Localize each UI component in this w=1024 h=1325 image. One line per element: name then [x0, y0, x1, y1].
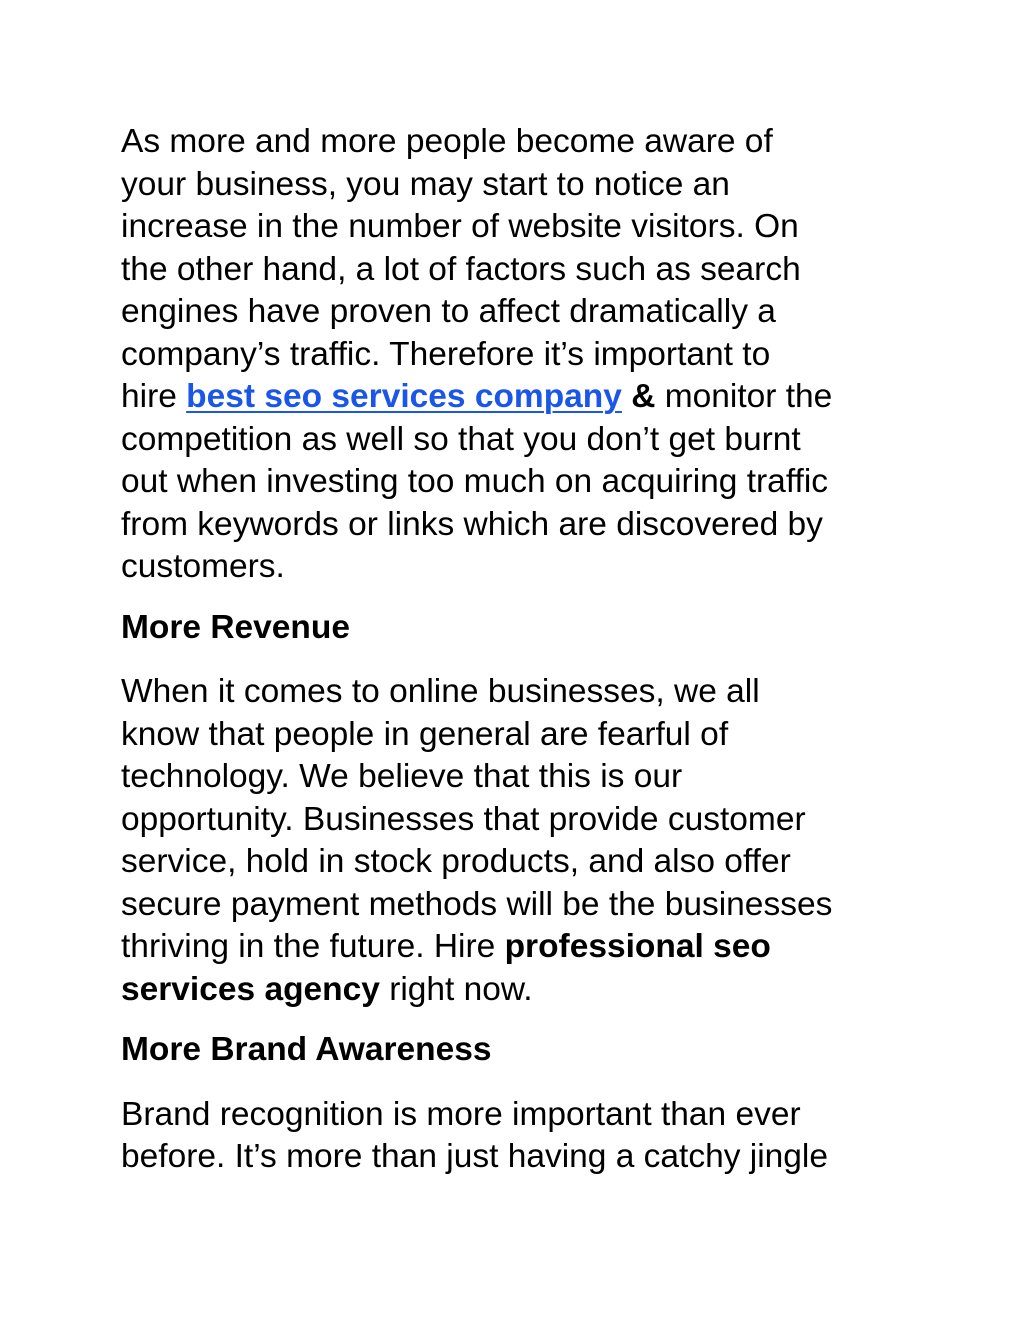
bold-phrase: services agency: [121, 970, 380, 1008]
text-line-with-bold: [121, 969, 921, 1012]
text-line: technology. We believe that this is our: [121, 758, 683, 795]
text-line: know that people in general are fearful of: [121, 715, 729, 753]
section-heading-brand-awareness: More Brand Awareness: [121, 1031, 492, 1068]
seo-services-link[interactable]: best seo services company: [186, 378, 622, 415]
text-fragment: hire: [121, 378, 187, 415]
text-fragment: thriving in the future. Hire: [121, 928, 505, 965]
intro-paragraph: [121, 121, 921, 589]
text-line: engines have proven to affect dramatically a: [121, 293, 776, 330]
ampersand: &: [631, 378, 656, 415]
text-line: Brand recognition is more important than ever: [121, 1095, 801, 1133]
section-heading-more-revenue: More Revenue: [121, 608, 350, 646]
text-line: competition as well so that you don’t get burnt: [121, 420, 801, 458]
text-line: When it comes to online businesses, we all: [121, 673, 760, 710]
text-line: your business, you may start to notice an: [121, 165, 730, 203]
text-line: customers.: [121, 548, 285, 585]
document-page: [121, 121, 921, 1197]
text-line-with-link: [121, 376, 921, 419]
text-line: service, hold in stock products, and also offer: [121, 843, 791, 880]
text-fragment: monitor the: [655, 378, 833, 415]
text-line: from keywords or links which are discovered by: [121, 505, 823, 543]
revenue-paragraph: [121, 671, 921, 1011]
bold-phrase: professional seo: [504, 928, 771, 965]
text-line: the other hand, a lot of factors such as search: [121, 250, 801, 288]
text-line: before. It’s more than just having a catchy jingle: [121, 1138, 829, 1175]
text-line: out when investing too much on acquiring traffic: [121, 463, 829, 500]
text-line: company’s traffic. Therefore it’s important to: [121, 335, 771, 373]
text-line: opportunity. Businesses that provide customer: [121, 800, 806, 838]
text-line: As more and more people become aware of: [121, 123, 773, 160]
text-line: secure payment methods will be the businesses: [121, 885, 833, 923]
text-line: increase in the number of website visitors. On: [121, 208, 799, 245]
brand-paragraph: [121, 1094, 921, 1179]
text-line-with-bold: [121, 926, 921, 969]
text-fragment: right now.: [379, 970, 533, 1008]
